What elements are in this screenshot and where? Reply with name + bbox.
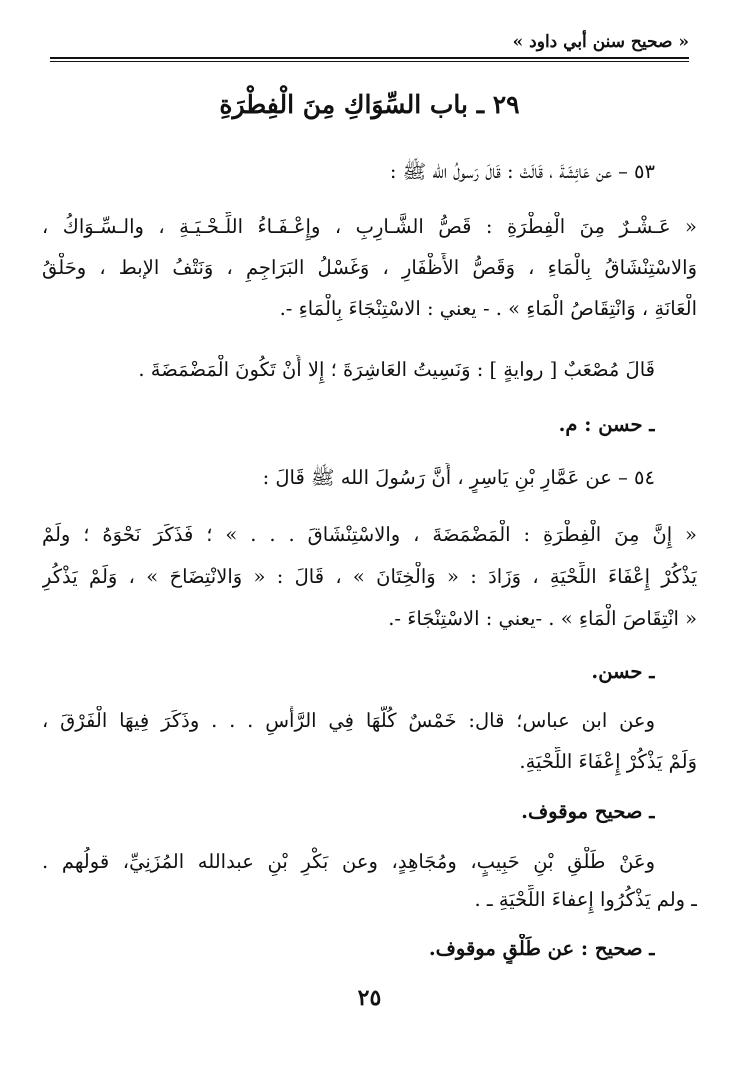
ibn-abbas-text-line: وَلَمْ يَذْكُرْ إِعْفَاءَ اللِّحْيَةِ. [519, 750, 697, 773]
hadith-54-grade: ـ حسن. [591, 660, 655, 683]
hadith-54-text-line: « إِنَّ مِنَ الْفِطْرَةِ : الْمَضْمَضَةَ ، والاسْتِنْشَاقَ . . . » ؛ فَذَكَرَ نَحْوَهُ ؛ ولَمْ [42, 523, 697, 546]
header-divider [50, 57, 689, 59]
hadith-53-intro: ٥٣ – عن عَائِشَةَ ، قَالَتْ : قَالَ رَسولُ الله ﷺ : [389, 160, 655, 183]
running-header: « صحيح سنن أبي داود » [512, 32, 689, 52]
talq-text-line: ـ ولم يَذْكُرُوا إِعفاءَ اللِّحْيَةِ ـ . [474, 888, 697, 911]
hadith-53-narrator-note: قَالَ مُصْعَبٌ [ روايةٍ ] : وَنَسِيتُ العَاشِرَةَ ؛ إِلا أَنْ تَكُونَ الْمَضْمَضَةَ . [138, 358, 655, 381]
chapter-title: ٢٩ ـ باب السِّوَاكِ مِنَ الْفِطْرَةِ [219, 90, 520, 119]
hadith-53-text-line: الْعَانَةِ ، وَانْتِقَاصُ الْمَاءِ » . - يعني : الاسْتِنْجَاءَ بِالْمَاءِ -. [279, 297, 697, 320]
hadith-53-text-line: وَالاسْتِنْشَاقُ بِالْمَاءِ ، وَقَصُّ الأَظْفَارِ ، وَغَسْلُ البَرَاجِمِ ، وَنَتْفُ الإبط ، وحَلْقُ [42, 256, 697, 279]
talq-grade: ـ صحيح : عن طَلْقٍ موقوف. [428, 937, 655, 960]
hadith-53-grade: ـ حسن : م. [558, 413, 655, 436]
page-number: ٢٥ [357, 985, 382, 1011]
hadith-54-text-line: « انْتِقَاصَ الْمَاءِ » . -يعني : الاسْتِنْجَاءَ -. [388, 607, 697, 630]
ibn-abbas-grade: ـ صحيح موقوف. [521, 800, 655, 823]
hadith-54-intro: ٥٤ – عن عَمَّارِ بْنِ يَاسِرٍ ، أَنَّ رَسُولَ الله ﷺ قَالَ : [262, 466, 655, 489]
hadith-54-text-line: يَذْكُرْ إِعْفَاءَ اللِّحْيَةِ ، وَزَادَ : « وَالْخِتَانَ » ، قَالَ : « وَالانْتِضَاحَ » ، وَلَمْ يَذْكُرِ [42, 565, 697, 588]
hadith-53-text-line: « عَـشْـرٌ مِنَ الْفِطْرَةِ : قَصُّ الشَّـارِبِ ، وإِعْـفَـاءُ اللِّـحْـيَـةِ ، والـسِّـوَاكُ ، [42, 215, 697, 238]
ibn-abbas-text-line: وعن ابن عباس؛ قال: خَمْسٌ كُلُّهَا فِي الرَّأْسِ . . . وذَكَرَ فِيهَا الْفَرْقَ ، [42, 709, 655, 732]
talq-text-line: وعَنْ طَلْقِ بْنِ حَبِيبٍ، ومُجَاهِدٍ، وعن بَكْرِ بْنِ عبدالله المُزَنِيِّ، قولُهم . [42, 850, 655, 873]
